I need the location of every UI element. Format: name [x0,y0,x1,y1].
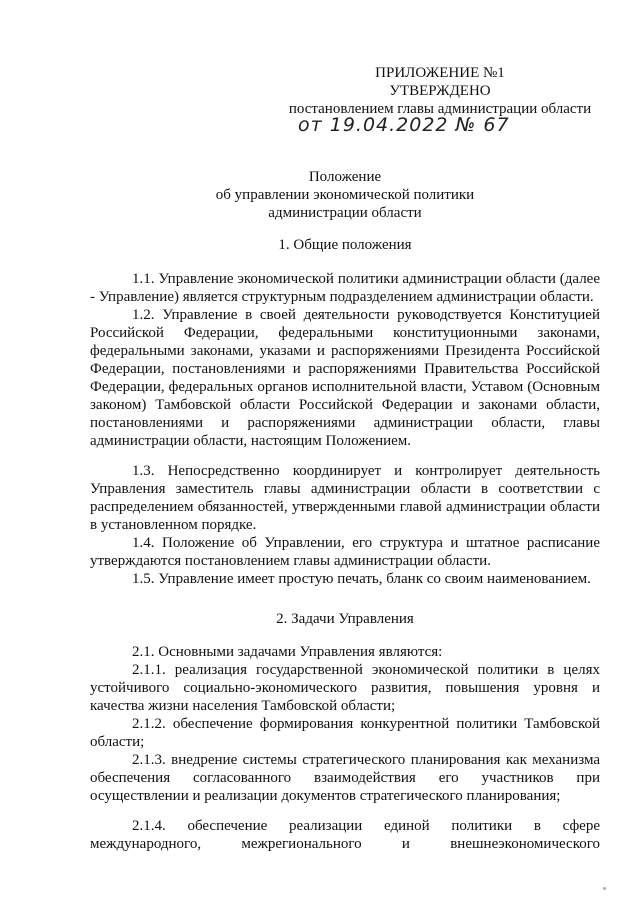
paragraph-2-1-3: 2.1.3. внедрение системы стратегического планирования как механизма обеспечения согласованного взаимодействия его участников при осуществлении и реализации документов стратегического планирования; [90,752,600,804]
appendix-number: ПРИЛОЖЕНИЕ №1 [375,65,505,81]
doc-subtitle-2: администрации области [268,205,422,221]
paragraph-2-1: 2.1. Основными задачами Управления являются: [132,644,443,660]
section-1-body [90,270,600,588]
section-1-heading: 1. Общие положения [278,237,412,253]
paragraph-1-5: 1.5. Управление имеет простую печать, бланк со своим наименованием. [132,571,591,587]
doc-subtitle: об управлении экономической политики [215,187,475,203]
section-2-heading: 2. Задачи Управления [276,611,414,627]
section-2-body [90,643,600,853]
approval-basis: постановлением главы администрации области [288,101,592,117]
handwritten-text: от 19.04.2022 № 67 [298,114,510,136]
scan-speck [603,887,606,890]
paragraph-1-1: 1.1. Управление экономической политики администрации области (далее - Управление) является структурным подразделением администрации области. [90,271,600,305]
paragraph-1-2: 1.2. Управление в своей деятельности руководствуется Конституцией Российской Федерации, федеральными конституционными законами, федеральными законами, указами и распоряжениями Президента Российской Федерации, постановлениями и распоряжениями Правительства Российской Федерации, федеральных органов исполнительной власти, Уставом (Основным законом) Тамбовской области Российской Федерации и законами области, постановлениями и распоряжениями администрации области, главы администрации области, настоящим Положением. [90,307,600,449]
doc-title: Положение [308,169,382,185]
handwritten-date-number [294,111,554,139]
paragraph-1-4: 1.4. Положение об Управлении, его структура и штатное расписание утверждаются постановлением главы администрации области. [90,535,600,569]
paragraph-2-1-1: 2.1.1. реализация государственной экономической политики в целях устойчивого социально-экономического развития, повышения уровня и качества жизни населения Тамбовской области; [90,662,600,714]
approved-label: УТВЕРЖДЕНО [389,83,491,99]
paragraph-2-1-2: 2.1.2. обеспечение формирования конкурентной политики Тамбовской области; [90,716,600,750]
paragraph-1-3: 1.3. Непосредственно координирует и контролирует деятельность Управления заместитель главы администрации области в соответствии с распределением обязанностей, утвержденными главой администрации области в установленном порядке. [90,463,600,533]
paragraph-2-1-4: 2.1.4. обеспечение реализации единой политики в сфере международного, межрегионального и внешнеэкономического [90,818,600,852]
